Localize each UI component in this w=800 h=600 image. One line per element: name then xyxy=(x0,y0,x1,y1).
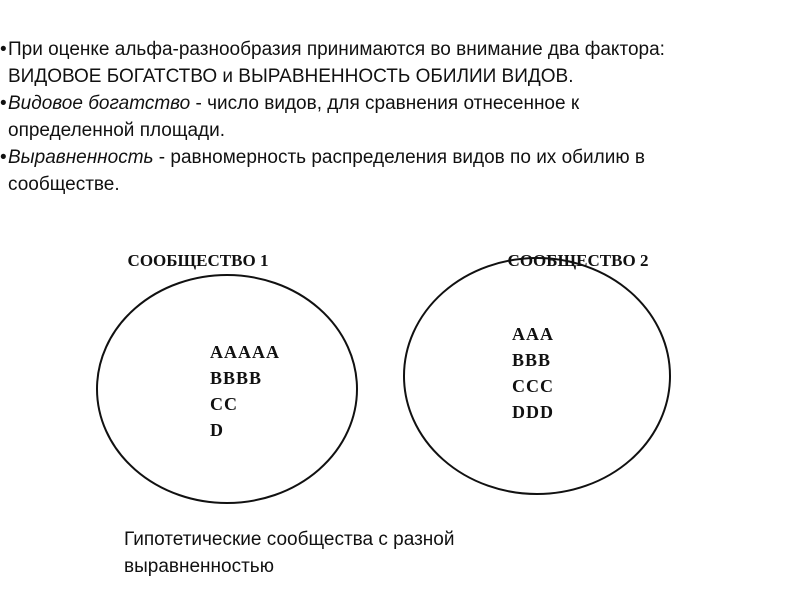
term-species-richness: Видовое богатство xyxy=(8,93,191,114)
definitions-list xyxy=(0,36,790,198)
community-1-species-row: CC xyxy=(210,394,238,414)
caption-line: Гипотетические сообщества с разной xyxy=(124,529,455,550)
bullet-text-line: сообществе. xyxy=(8,174,120,195)
bullet-dot: • xyxy=(0,39,7,60)
community-2-species-row: AAA xyxy=(512,324,554,344)
bullet-dot: • xyxy=(0,147,7,168)
bullet-text-line xyxy=(8,144,790,171)
bullet-dot: • xyxy=(0,93,7,114)
bullet-text-line: ВИДОВОЕ БОГАТСТВО и ВЫРАВНЕННОСТЬ ОБИЛИИ ВИДОВ. xyxy=(8,66,574,87)
term-evenness: Выравненность xyxy=(8,147,154,168)
definition-text: - равномерность распределения видов по их обилию в xyxy=(153,147,645,168)
caption-line: выравненностью xyxy=(124,556,274,577)
community-2-title: СООБЩЕСТВО 2 xyxy=(507,251,649,270)
community-2-circle xyxy=(404,258,670,494)
community-1-species-row: AAAAA xyxy=(210,342,280,362)
community-2-species-row: BBB xyxy=(512,350,552,370)
community-1 xyxy=(97,251,357,503)
definition-text: - число видов, для сравнения отнесенное к xyxy=(190,93,580,114)
community-2-species-row: CCC xyxy=(512,376,554,396)
community-1-species-row: BBBB xyxy=(210,368,263,388)
bullet-text-line: При оценке альфа-разнообразия принимаются во внимание два фактора: xyxy=(8,39,665,60)
community-1-species-row: D xyxy=(210,420,224,440)
community-1-circle xyxy=(97,275,357,503)
bullet-evenness xyxy=(0,144,790,198)
community-1-title: СООБЩЕСТВО 1 xyxy=(127,251,269,270)
bullet-text-line xyxy=(8,90,790,117)
bullet-text-line: определенной площади. xyxy=(8,120,226,141)
diagram-caption xyxy=(124,526,544,580)
bullet-species-richness xyxy=(0,90,790,144)
community-2-species-row: DDD xyxy=(512,402,554,422)
bullet-alpha-diversity xyxy=(0,36,790,90)
community-2 xyxy=(404,251,670,494)
